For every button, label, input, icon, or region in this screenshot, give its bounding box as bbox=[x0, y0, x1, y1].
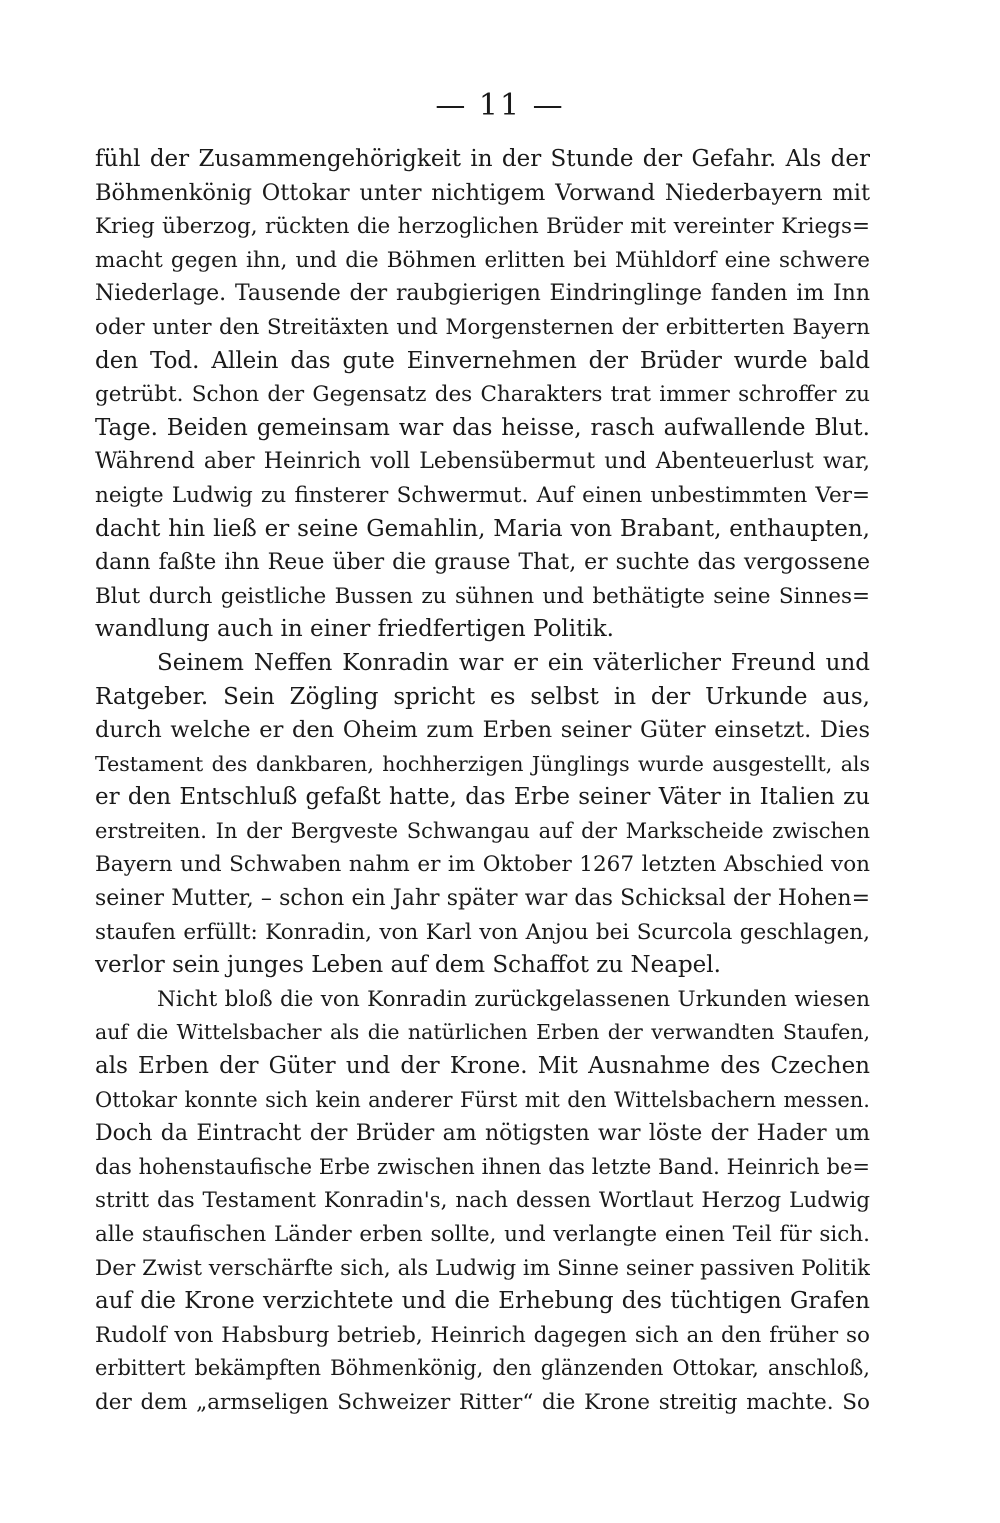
text-line: Doch da Eintracht der Brüder am nötigsten war löste der Hader um bbox=[95, 1121, 870, 1147]
text-line: der dem „armseligen Schweizer Ritter“ die Krone streitig machte. So bbox=[95, 1389, 870, 1415]
text-line: Nicht bloß die von Konradin zurückgelassenen Urkunden wiesen bbox=[157, 986, 870, 1012]
text-line: dann faßte ihn Reue über die grause That, er suchte das vergossene bbox=[95, 550, 870, 576]
paragraph-2 bbox=[95, 647, 870, 983]
text-line: fühl der Zusammengehörigkeit in der Stunde der Gefahr. Als der bbox=[95, 146, 870, 172]
text-line: staufen erfüllt: Konradin, von Karl von Anjou bei Scurcola geschlagen, bbox=[95, 919, 870, 945]
text-line: alle staufischen Länder erben sollte, und verlangte einen Teil für sich. bbox=[95, 1222, 870, 1247]
text-line: das hohenstaufische Erbe zwischen ihnen das letzte Band. Heinrich be= bbox=[95, 1154, 870, 1179]
text-line: stritt das Testament Konradin's, nach dessen Wortlaut Herzog Ludwig bbox=[95, 1188, 870, 1214]
text-line: wandlung auch in einer friedfertigen Politik. bbox=[95, 616, 614, 643]
text-line: neigte Ludwig zu finsterer Schwermut. Auf einen unbestimmten Ver= bbox=[95, 482, 870, 508]
text-line: Krieg überzog, rückten die herzoglichen Brüder mit vereinter Kriegs= bbox=[95, 214, 870, 240]
text-line: Bayern und Schwaben nahm er im Oktober 1267 letzten Abschied von bbox=[95, 852, 870, 878]
text-line: auf die Krone verzichtete und die Erhebung des tüchtigen Grafen bbox=[95, 1288, 870, 1315]
text-line: oder unter den Streitäxten und Morgensternen der erbitterten Bayern bbox=[95, 314, 870, 340]
text-line: seiner Mutter, – schon ein Jahr später war das Schicksal der Hohen= bbox=[95, 886, 870, 912]
text-line: auf die Wittelsbacher als die natürlichen Erben der verwandten Staufen, bbox=[95, 1020, 870, 1045]
text-line: erbittert bekämpften Böhmenkönig, den glänzenden Ottokar, anschloß, bbox=[95, 1356, 870, 1381]
text-line: Ratgeber. Sein Zögling spricht es selbst in der Urkunde aus, bbox=[95, 683, 870, 710]
text-line: Der Zwist verschärfte sich, als Ludwig im Sinne seiner passiven Politik bbox=[95, 1255, 870, 1281]
text-line: durch welche er den Oheim zum Erben seiner Güter einsetzt. Dies bbox=[95, 717, 870, 744]
text-line: getrübt. Schon der Gegensatz des Charakters trat immer schroffer zu bbox=[95, 382, 870, 408]
text-line: Ottokar konnte sich kein anderer Fürst mit den Wittelsbachern messen. bbox=[95, 1087, 870, 1112]
paragraph-3 bbox=[95, 983, 870, 1420]
text-line: erstreiten. In der Bergveste Schwangau auf der Markscheide zwischen bbox=[95, 818, 870, 843]
text-line: als Erben der Güter und der Krone. Mit Ausnahme des Czechen bbox=[95, 1053, 870, 1080]
body-text bbox=[95, 143, 870, 1420]
text-line: dacht hin ließ er seine Gemahlin, Maria von Brabant, enthaupten, bbox=[95, 515, 870, 542]
text-line: Während aber Heinrich voll Lebensübermut und Abenteuerlust war, bbox=[95, 449, 870, 475]
text-line: Blut durch geistliche Bussen zu sühnen und bethätigte seine Sinnes= bbox=[95, 583, 870, 609]
text-line: verlor sein junges Leben auf dem Schaffot zu Neapel. bbox=[95, 952, 721, 979]
text-line: Böhmenkönig Ottokar unter nichtigem Vorwand Niederbayern mit bbox=[95, 179, 870, 206]
text-line: den Tod. Allein das gute Einvernehmen der Brüder wurde bald bbox=[95, 347, 870, 374]
text-line: macht gegen ihn, und die Böhmen erlitten bei Mühldorf eine schwere bbox=[95, 247, 870, 273]
text-line: Niederlage. Tausende der raubgierigen Eindringlinge fanden im Inn bbox=[95, 281, 870, 307]
text-line: Seinem Neffen Konradin war er ein väterlicher Freund und bbox=[157, 649, 870, 676]
text-line: Testament des dankbaren, hochherzigen Jünglings wurde ausgestellt, als bbox=[95, 751, 870, 776]
paragraph-1 bbox=[95, 143, 870, 647]
text-line: Tage. Beiden gemeinsam war das heisse, rasch aufwallende Blut. bbox=[95, 414, 870, 441]
text-line: Rudolf von Habsburg betrieb, Heinrich dagegen sich an den früher so bbox=[95, 1322, 870, 1348]
text-line: er den Entschluß gefaßt hatte, das Erbe seiner Väter in Italien zu bbox=[95, 784, 870, 811]
page-number: — 11 — bbox=[435, 88, 565, 123]
